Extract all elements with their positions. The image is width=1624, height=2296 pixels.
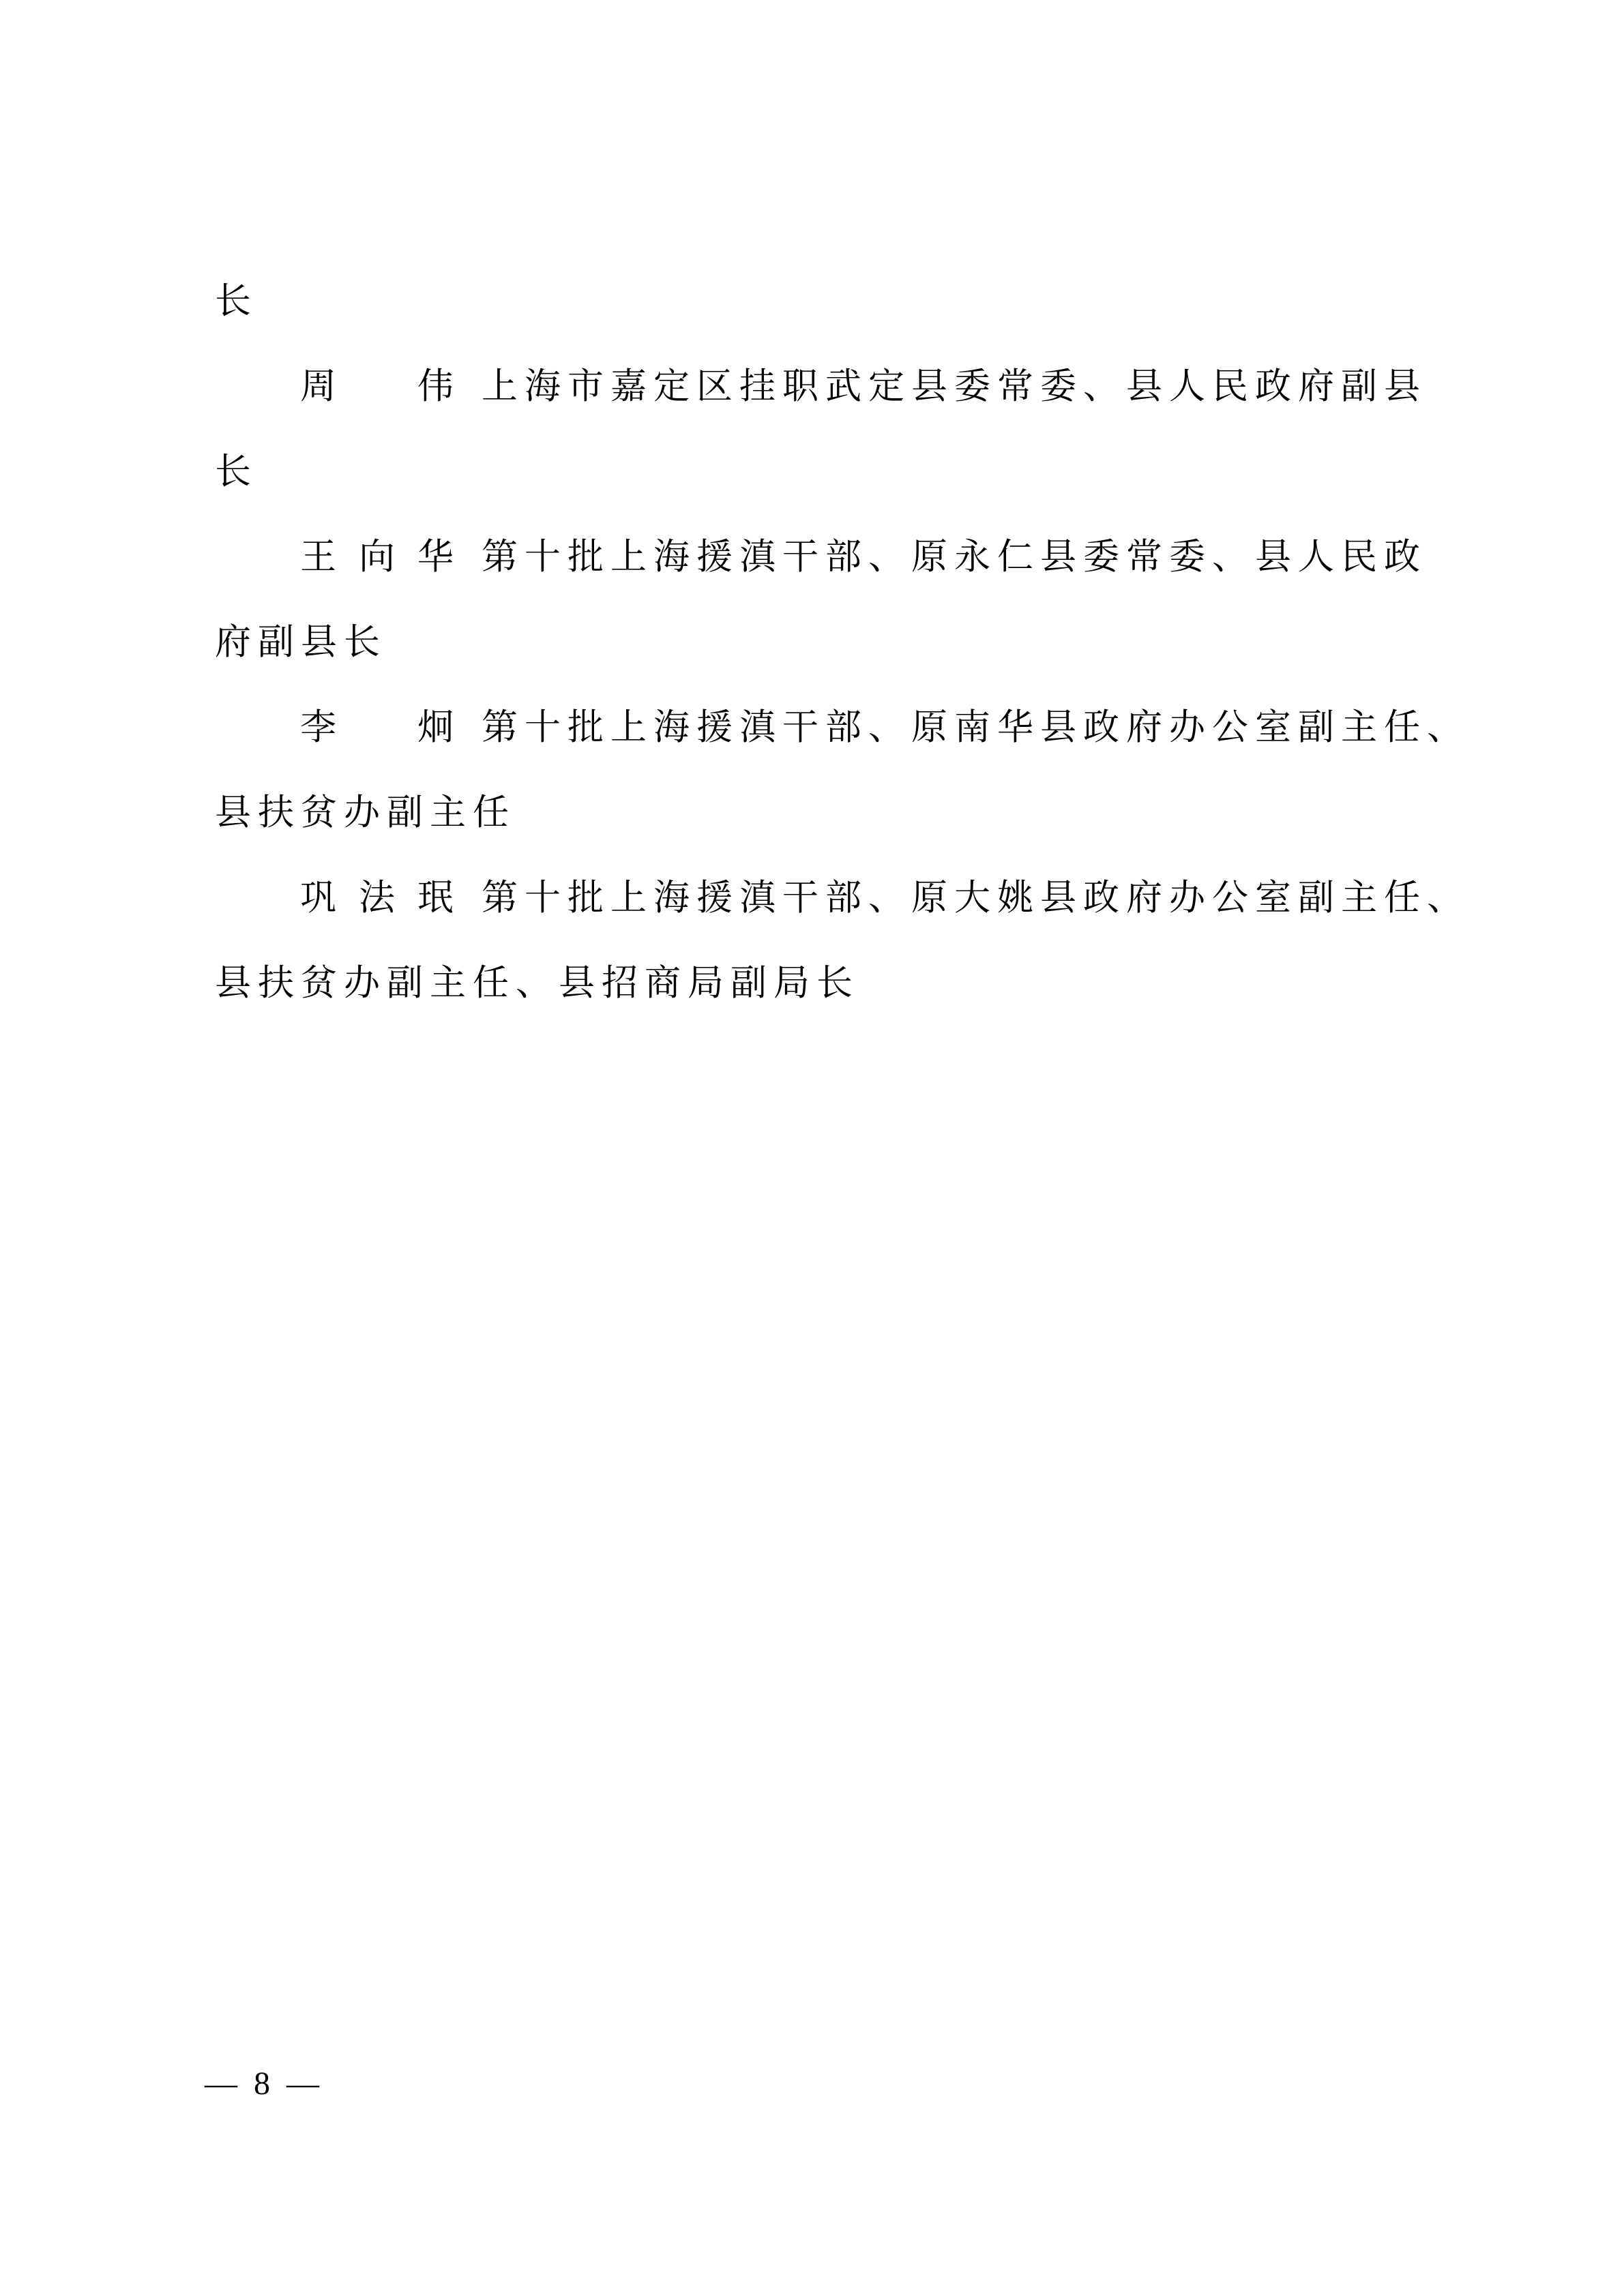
person-name — [300, 685, 454, 771]
name-character: 法 — [359, 878, 395, 918]
wrapped-line-text: 县扶贫办副主任 — [215, 793, 516, 833]
document-body — [215, 259, 1524, 1026]
name-character: 珉 — [417, 878, 454, 918]
continuation-line — [215, 941, 1524, 1026]
person-name — [300, 856, 454, 941]
wrapped-line-text: 长 — [215, 452, 258, 492]
position-description: 上海市嘉定区挂职武定县委常委、县人民政府副县 — [482, 367, 1427, 406]
wrapped-line-text: 县扶贫办副主任、县招商局副局长 — [215, 964, 859, 1003]
appointment-entry-line — [215, 515, 1524, 600]
continuation-line — [215, 259, 1524, 344]
name-character — [359, 344, 395, 430]
position-description: 第十批上海援滇干部、原永仁县委常委、县人民政 — [482, 537, 1427, 577]
wrapped-line-text: 长 — [215, 282, 258, 321]
name-character: 炯 — [417, 708, 454, 747]
name-character: 伟 — [417, 367, 454, 406]
name-character: 巩 — [300, 878, 336, 918]
position-description: 第十批上海援滇干部、原南华县政府办公室副主任、 — [482, 708, 1470, 747]
position-description: 第十批上海援滇干部、原大姚县政府办公室副主任、 — [482, 878, 1470, 918]
name-character: 李 — [300, 708, 336, 747]
name-character: 华 — [417, 537, 454, 577]
continuation-line — [215, 430, 1524, 515]
appointment-entry-line — [215, 685, 1524, 771]
person-name — [300, 344, 454, 430]
name-character: 王 — [300, 537, 336, 577]
page-number: — 8 — — [205, 2066, 323, 2102]
appointment-entry-line — [215, 856, 1524, 941]
appointment-entry-line — [215, 344, 1524, 430]
name-character — [359, 685, 395, 771]
continuation-line — [215, 600, 1524, 685]
name-character: 向 — [359, 537, 395, 577]
person-name — [300, 515, 454, 600]
wrapped-line-text: 府副县长 — [215, 623, 387, 662]
name-character: 周 — [300, 367, 336, 406]
continuation-line — [215, 771, 1524, 856]
